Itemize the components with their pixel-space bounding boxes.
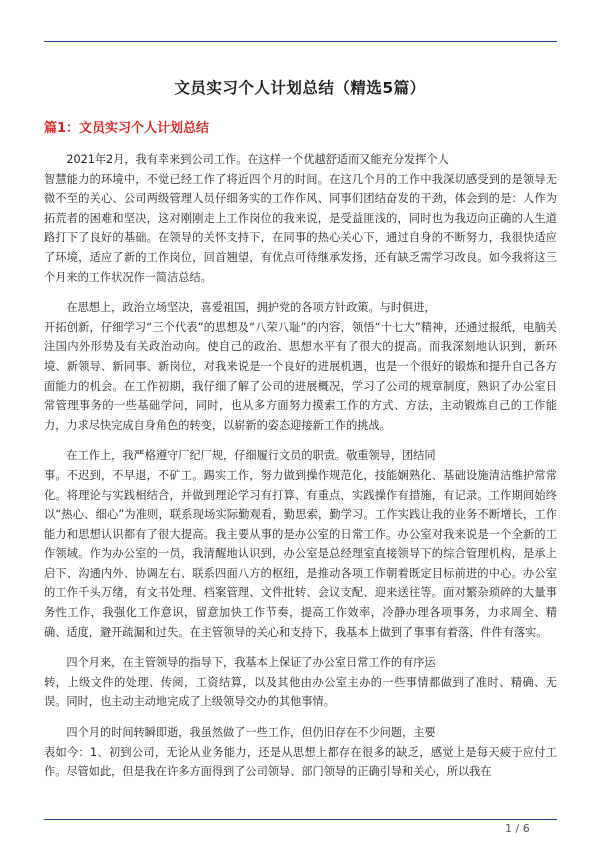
paragraph: 在工作上，我严格遵守厂纪厂规，仔细履行文员的职责。敬重领导，团结同 事。不迟到，不早退，不矿工。踢实工作，努力做到操作规范化，技能娴熟化、基础设施清洁维护常常化。将理论与实践相结合，并做到理论学习有打算、有重点，实践操作有措施，有记录。工作期间始终以“热心、细心”为准则，联系现场实际勤观看，勤思索，勤学习。工作实践让我的业务不断增长，工作能力和思想认识都有了很大提高。我主要从事的是办公室的日常工作。办公室对我来说是一个全新的工作领域。作为办公室的一员，我清醒地认识到，办公室是总经理室直接领导下的综合管理机构，是承上启下、沟通内外、协调左右、联系四面八方的枢纽，是推动各项工作朝着既定目标前进的中心。办公室的工作千头万绪，有文书处理、档案管理、文件批转、会议支配、迎来送往等。面对繁杂琐碎的大量事务性工作，我强化工作意识，留意加快工作节奏，提高工作效率，冷静办理各项事务，力求周全、精确、适度，避开疏漏和过失。在主管领导的关心和支持下，我基本上做到了事事有着落、件件有落实。 bbox=[44, 449, 557, 639]
document-title: 文员实习个人计划总结（精选5篇） bbox=[174, 79, 426, 97]
header-rule bbox=[44, 41, 557, 42]
paragraph: 在思想上，政治立场坚决，喜爱祖国，拥护党的各项方针政策。与时俱进， 开拓创新，仔细学习“三个代表”的思想及“八荣八耻”的内容，领悟“十七大”精神，还通过报纸，电脑关注国内外形势及有关政治动向。使自己的政治、思想水平有了很大的提高。而我深刻地认识到，新环境、新领导、新同事、新岗位，对我来说是一个良好的进展机遇，也是一个很好的锻炼和提升自己各方面能力的机会。在工作初期，我仔细了解了公司的进展概况，学习了公司的规章制度，熟识了办公室日常管理事务的一些基础学问，同时，也从多方面努力摸索工作的方式、方法，主动锻炼自己的工作能力，力求尽快完成自身角色的转变，以崭新的姿态迎接新工作的挑战。 bbox=[44, 301, 557, 432]
document-body bbox=[44, 150, 557, 793]
paragraph: 四个月的时间转瞬即逝，我虽然做了一些工作，但仍旧存在不少问题，主要 表如今：1、初到公司，无论从业务能力，还是从思想上都存在很多的缺乏，感觉上是每天疲于应付工作。尽管如此，但是我在许多方面得到了公司领导、部门领导的正确引导和关心，所以我在 bbox=[44, 726, 557, 779]
paragraph: 四个月来，在主管领导的指导下，我基本上保证了办公室日常工作的有序运 转，上级文件的处理、传阅，工资结算，以及其他由办公室主办的一些事情都做到了准时、精确、无误。同时，也主动主动地完成了上级领导交办的其他事情。 bbox=[44, 656, 557, 709]
footer-rule bbox=[44, 819, 557, 820]
page-number: 1 / 6 bbox=[505, 822, 530, 835]
section-heading: 篇1：文员实习个人计划总结 bbox=[44, 121, 210, 136]
paragraph: 2021年2月，我有幸来到公司工作。在这样一个优越舒适而又能充分发挥个人 智慧能力的环境中，不觉已经工作了将近四个月的时间。在这几个月的工作中我深切感受到的是领导无微不至的关心、公司两级管理人员仔细务实的工作作风、同事们团结奋发的干劲，体会到的是：人作为拓荒者的困难和坚决，这对刚刚走上工作岗位的我来说，是受益匪浅的，同时也为我迈向正确的人生道路打下了良好的基础。在领导的关怀支持下，在同事的热心关心下，通过自身的不断努力，我很快适应了环境，适应了新的工作岗位，回首翘望，有优点可待继承发扬，还有缺乏需学习改良。如今我将这三个月来的工作状况作一简洁总结。 bbox=[44, 153, 557, 284]
